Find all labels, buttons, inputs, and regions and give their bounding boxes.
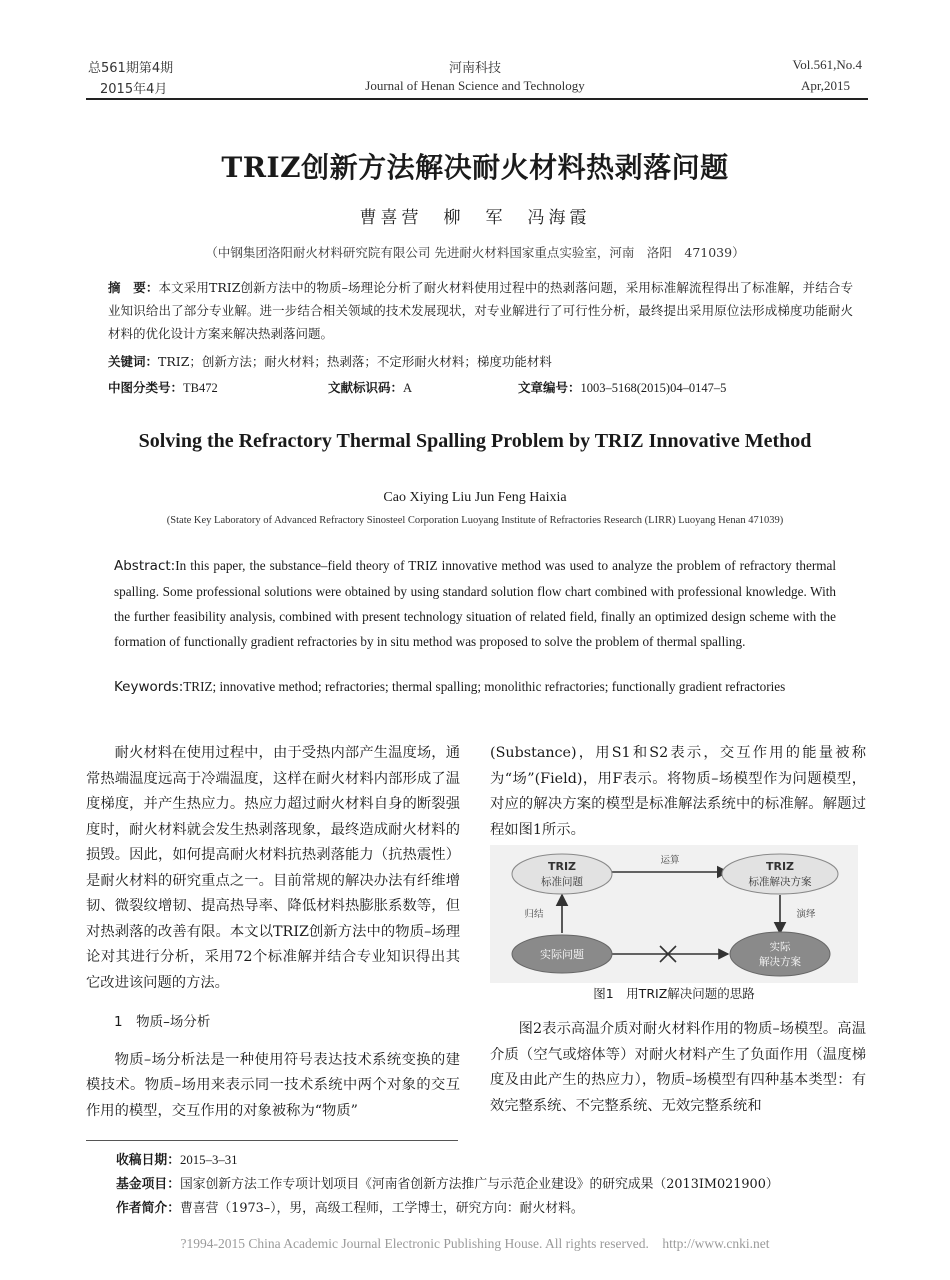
- author-label: 作者简介：: [116, 1201, 180, 1216]
- abstract-cn-label: 摘 要：: [108, 280, 159, 295]
- affiliation-en: (State Key Laboratory of Advanced Refractory Sinosteel Corporation Luoyang Institute of Refractories Research (LIRR) Luoyang Henan 471039): [166, 515, 784, 526]
- abstract-en-label: Abstract:: [114, 558, 176, 574]
- figure-2-paragraph: 图2表示高温介质对耐火材料作用的物质–场模型。高温介质（空气或熔体等）对耐火材料产生了负面作用（温度梯度及由此产生的热应力），物质–场模型有四种基本类型：有效完整系统、不完整系统、无效完整系统和: [490, 1021, 866, 1114]
- keywords-cn-text: TRIZ；创新方法；耐火材料；热剥落；不定形耐火材料；梯度功能材料: [158, 354, 552, 369]
- substance-field-paragraph: (Substance)，用S1和S2表示，交互作用的能量被称为“场”(Field)，用F表示。将物质–场模型作为问题模型，对应的解决方案的模型是标准解法系统中的标准解。解题过程如图1所示。: [490, 745, 866, 838]
- keywords-en: [114, 674, 836, 700]
- arrow-compute-label: 运算: [660, 855, 680, 866]
- node-tr-line2: 标准解决方案: [748, 876, 812, 888]
- header-issue: 总561期第4期: [88, 61, 174, 76]
- abstract-cn: [108, 276, 853, 345]
- header-volume: Vol.561,No.4: [792, 57, 862, 72]
- figure-1-caption: 图1 用TRIZ解决问题的思路: [593, 986, 755, 1001]
- header-date: 2015年4月: [100, 82, 168, 97]
- arrow-generalize-label: 归结: [524, 909, 544, 920]
- doc-value: A: [403, 381, 413, 395]
- abstract-en-text: In this paper, the substance–field theory of TRIZ innovative method was used to analyze the problem of refractory thermal spalling. Some professional solutions were obtained by using standard solution flow chart combined with professional knowledge. With the further feasibility analysis, combined with present technology situation of related field, finally an optimized design scheme with the formation of functionally gradient refractories by in situ method was proposed to solve the problem of thermal spalling.: [114, 558, 836, 649]
- figure-1-diagram: [490, 845, 858, 983]
- header-month: Apr,2015: [801, 78, 850, 93]
- authors-en: Cao Xiying Liu Jun Feng Haixia: [383, 490, 567, 505]
- article-number: [518, 378, 726, 396]
- node-actual-solution: [730, 932, 830, 976]
- keywords-en-text: TRIZ; innovative method; refractories; thermal spalling; monolithic refractories; functionally gradient refractories: [183, 679, 786, 694]
- affiliation-cn: （中钢集团洛阳耐火材料研究院有限公司 先进耐火材料国家重点实验室，河南 洛阳 471039）: [205, 245, 745, 260]
- article-label: 文章编号：: [518, 380, 581, 395]
- footnote-received: [116, 1149, 876, 1168]
- clc-label: 中图分类号：: [108, 380, 184, 395]
- received-value: 2015–3–31: [179, 1153, 238, 1167]
- section-1-paragraph: 物质–场分析法是一种使用符号表达技术系统变换的建模技术。物质–场用来表示同一技术系统中两个对象的交互作用的模型，交互作用的对象被称为“物质”: [86, 1051, 460, 1119]
- arrow-deduce-label: 演绎: [796, 909, 816, 920]
- node-tl-line1: TRIZ: [547, 860, 577, 873]
- abstract-en: [114, 553, 836, 654]
- node-tr-line1: TRIZ: [765, 860, 795, 873]
- abstract-cn-text: 本文采用TRIZ创新方法中的物质–场理论分析了耐火材料使用过程中的热剥落问题，采用标准解流程得出了标准解，并结合专业知识给出了部分专业解。进一步结合相关领域的技术发展现状，对专业解进行了可行性分析，最终提出采用原位法形成梯度功能耐火材料的优化设计方案来解决热剥落问题。: [108, 280, 853, 341]
- fund-label: 基金项目：: [116, 1177, 180, 1192]
- clc-number: [108, 378, 218, 396]
- footnote-author: [116, 1197, 876, 1216]
- header-journal-cn: 河南科技: [448, 61, 501, 76]
- header-rule: [86, 98, 868, 100]
- received-label: 收稿日期：: [116, 1153, 180, 1168]
- node-bl-text: 实际问题: [540, 948, 584, 961]
- footnote-fund: [116, 1173, 876, 1192]
- authors-cn: 曹喜营 柳 军 冯海霞: [359, 208, 591, 228]
- section-1-heading: 1 物质–场分析: [114, 1014, 211, 1030]
- node-tl-line2: 标准问题: [541, 876, 583, 888]
- right-column-bottom: [490, 1017, 866, 1119]
- doc-label: 文献标识码：: [328, 380, 404, 395]
- keywords-en-label: Keywords:: [114, 679, 184, 695]
- intro-paragraph: 耐火材料在使用过程中，由于受热内部产生温度场，通常热端温度远高于冷端温度，这样在耐火材料内部形成了温度梯度，并产生热应力。热应力超过耐火材料自身的断裂强度时，耐火材料就会发生热剥落现象，最终造成耐火材料的损毁。因此，如何提高耐火材料抗热剥落能力（抗热震性）是耐火材料的研究重点之一。目前常规的解决办法有纤维增韧、微裂纹增韧、提高热导率、降低材料热膨胀系数等，但对热剥落的改善有限。本文以TRIZ创新方法中的物质–场理论对其进行分析，采用72个标准解并结合专业知识得出其它改进该问题的方法。: [86, 745, 460, 991]
- document-code: [328, 378, 412, 396]
- title-en: Solving the Refractory Thermal Spalling Problem by TRIZ Innovative Method: [138, 430, 812, 452]
- clc-value: TB472: [183, 381, 218, 395]
- keywords-cn-label: 关键词：: [108, 354, 159, 369]
- footnote-rule: [86, 1140, 458, 1141]
- header-journal-en: Journal of Henan Science and Technology: [365, 78, 585, 93]
- left-column: [86, 741, 460, 1124]
- right-column-top: [490, 741, 866, 843]
- figure-1: [490, 845, 858, 983]
- node-br-line2: 解决方案: [759, 956, 801, 968]
- keywords-cn: [108, 352, 853, 370]
- copyright-notice: ?1994-2015 China Academic Journal Electronic Publishing House. All rights reserved. http://www.cnki.net: [180, 1236, 770, 1251]
- node-br-line1: 实际: [769, 941, 791, 953]
- article-value: 1003–5168(2015)04–0147–5: [580, 381, 727, 395]
- author-value: 曹喜营（1973–），男，高级工程师，工学博士，研究方向：耐火材料。: [179, 1201, 584, 1216]
- fund-value: 国家创新方法工作专项计划项目《河南省创新方法推广与示范企业建设》的研究成果（2013IM021900）: [179, 1177, 779, 1192]
- title-cn: TRIZ创新方法解决耐火材料热剥落问题: [221, 151, 729, 184]
